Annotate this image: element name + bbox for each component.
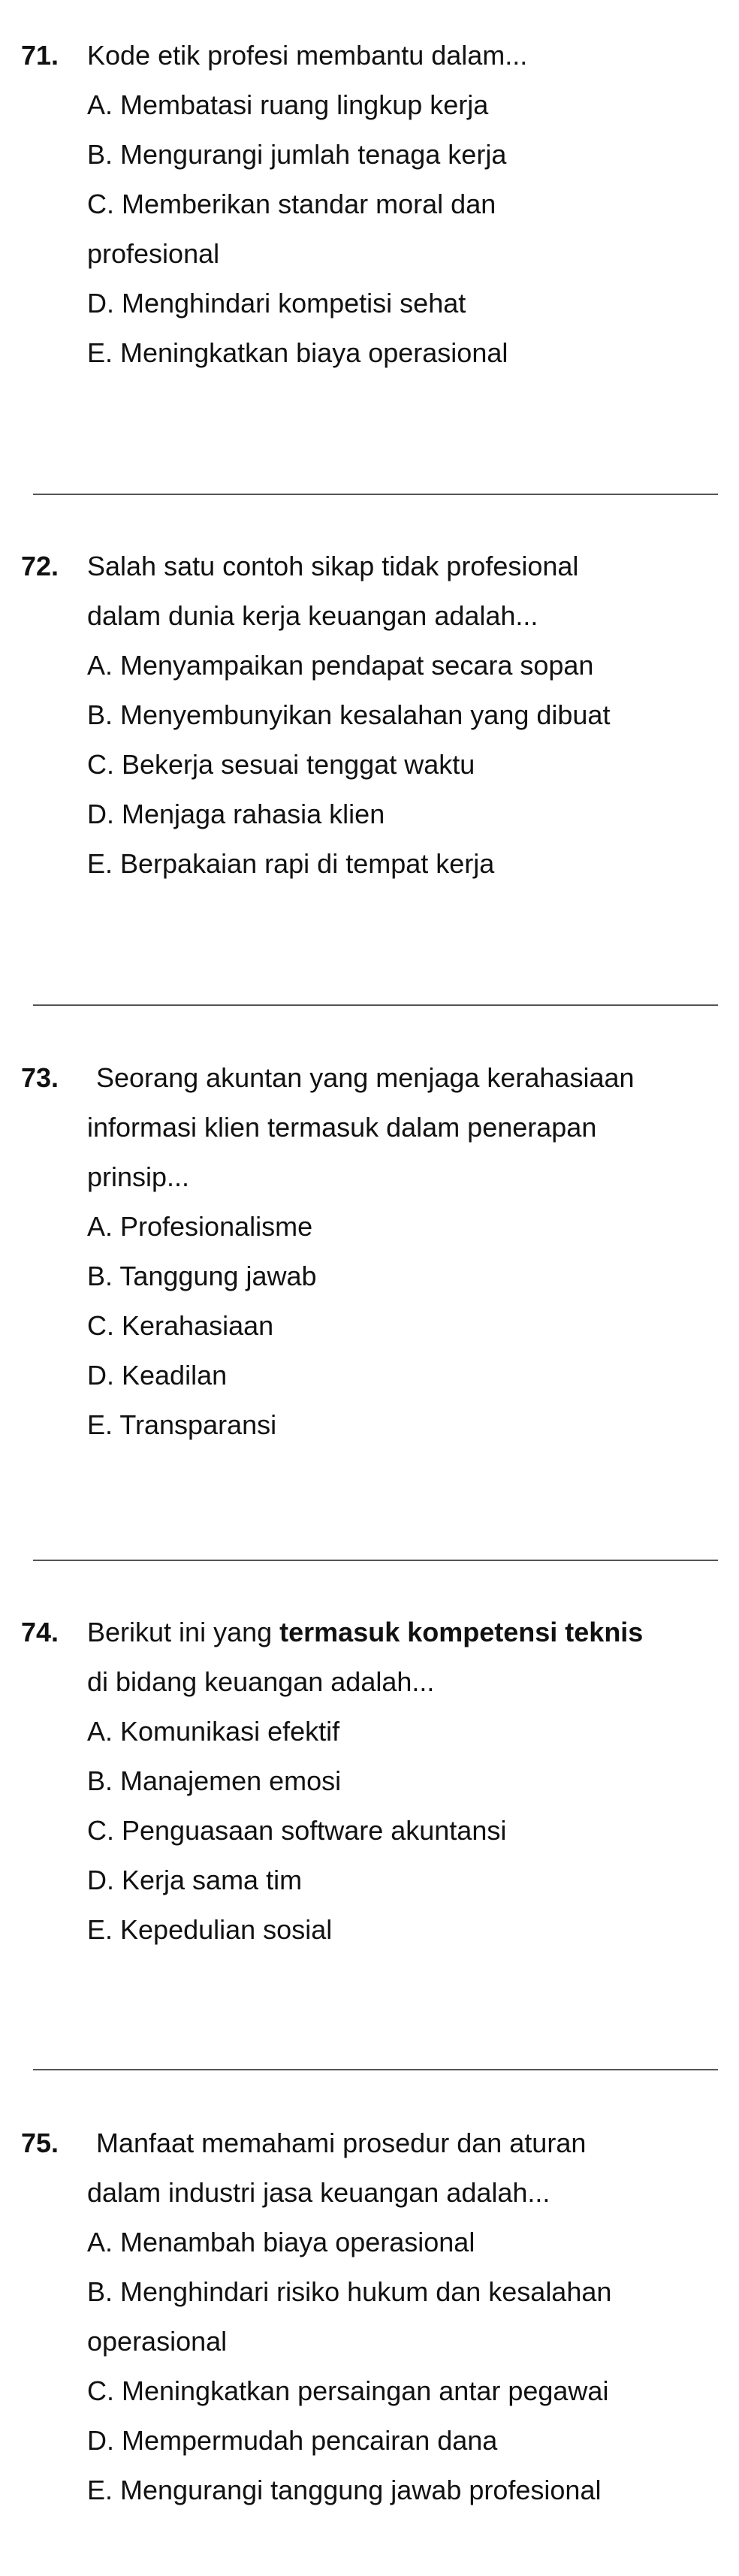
- question-number: 75.: [21, 2128, 59, 2158]
- question-number: 71.: [21, 40, 59, 71]
- option-a: A. Menyampaikan pendapat secara sopan: [87, 650, 594, 681]
- question-text-line-2: informasi klien termasuk dalam penerapan: [87, 1112, 597, 1143]
- question-number: 72.: [21, 551, 59, 581]
- option-d: D. Mempermudah pencairan dana: [87, 2425, 498, 2456]
- option-d: D. Menghindari kompetisi sehat: [87, 288, 466, 319]
- option-d: D. Keadilan: [87, 1360, 228, 1391]
- option-b-continued: operasional: [87, 2326, 228, 2357]
- option-a: A. Membatasi ruang lingkup kerja: [87, 89, 489, 120]
- option-b: B. Mengurangi jumlah tenaga kerja: [87, 139, 507, 170]
- question-text: [87, 1616, 643, 1649]
- option-b: B. Manajemen emosi: [87, 1765, 342, 1796]
- question-text-line-2: dalam dunia kerja keuangan adalah...: [87, 600, 538, 631]
- option-c-continued: profesional: [87, 238, 220, 269]
- option-e: E. Kepedulian sosial: [87, 1914, 333, 1945]
- question-text: Manfaat memahami prosedur dan aturan: [96, 2128, 587, 2158]
- question-text-plain: Berikut ini yang: [87, 1617, 280, 1647]
- divider: [33, 1004, 718, 1006]
- question-number: 73.: [21, 1062, 59, 1093]
- question-text: Seorang akuntan yang menjaga kerahasiaan: [96, 1062, 635, 1093]
- divider: [33, 494, 718, 495]
- option-c: C. Memberikan standar moral dan: [87, 189, 496, 219]
- divider: [33, 2069, 718, 2070]
- option-e: E. Berpakaian rapi di tempat kerja: [87, 848, 495, 879]
- question-text-line-2: dalam industri jasa keuangan adalah...: [87, 2177, 550, 2208]
- question-number: 74.: [21, 1617, 59, 1647]
- option-c: C. Penguasaan software akuntansi: [87, 1815, 507, 1846]
- divider: [33, 1560, 718, 1561]
- option-a: A. Profesionalisme: [87, 1211, 313, 1242]
- option-b: B. Tanggung jawab: [87, 1261, 317, 1291]
- question-text-bold: termasuk kompetensi teknis: [279, 1617, 644, 1647]
- option-c: C. Kerahasiaan: [87, 1310, 274, 1341]
- option-e: E. Mengurangi tanggung jawab profesional: [87, 2475, 602, 2505]
- option-c: C. Bekerja sesuai tenggat waktu: [87, 749, 475, 780]
- option-a: A. Menambah biaya operasional: [87, 2227, 475, 2257]
- option-d: D. Menjaga rahasia klien: [87, 799, 385, 829]
- option-b: B. Menghindari risiko hukum dan kesalahan: [87, 2276, 612, 2307]
- option-e: E. Meningkatkan biaya operasional: [87, 337, 508, 368]
- option-a: A. Komunikasi efektif: [87, 1716, 340, 1747]
- question-text-line-2: di bidang keuangan adalah...: [87, 1666, 435, 1697]
- question-text-line-3: prinsip...: [87, 1161, 190, 1192]
- option-d: D. Kerja sama tim: [87, 1865, 303, 1895]
- option-b: B. Menyembunyikan kesalahan yang dibuat: [87, 699, 611, 730]
- option-c: C. Meningkatkan persaingan antar pegawai: [87, 2375, 609, 2406]
- option-e: E. Transparansi: [87, 1409, 277, 1440]
- question-text: Salah satu contoh sikap tidak profesional: [87, 551, 579, 581]
- question-text: Kode etik profesi membantu dalam...: [87, 40, 528, 71]
